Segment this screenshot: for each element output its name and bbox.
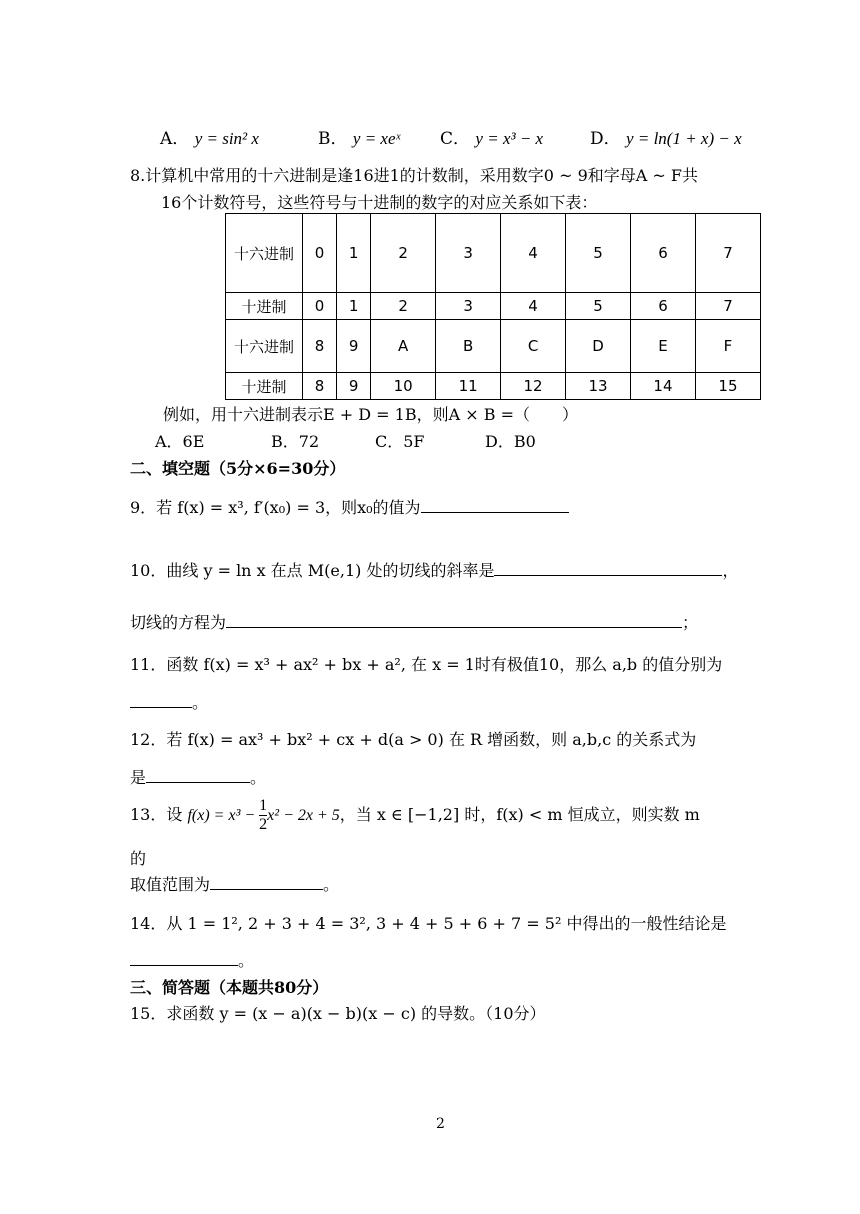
q8-option-a: A．6E — [155, 432, 205, 451]
q7-options — [160, 124, 742, 149]
table-cell: 0 — [303, 293, 337, 320]
q13-fraction: $\frac{1}{2}$ — [259, 797, 268, 833]
q14-line2 — [130, 948, 254, 971]
q13-answer-blank — [210, 875, 323, 890]
q8-option-c: C．5F — [375, 432, 425, 451]
q12-answer-blank — [146, 768, 250, 783]
row-header: 十六进制 — [226, 214, 303, 293]
q8-options — [155, 429, 536, 452]
table-cell: 9 — [337, 373, 371, 400]
page-number: 2 — [436, 1116, 445, 1132]
q14-answer-blank — [130, 951, 238, 966]
table-row — [226, 373, 761, 400]
q13-line1 — [130, 795, 700, 836]
table-cell: C — [501, 320, 566, 373]
q10-slope-blank — [494, 561, 722, 576]
q13-line2: 的 — [130, 849, 147, 868]
q13-line3-text: 取值范围为 — [130, 875, 211, 894]
table-cell: 8 — [303, 373, 337, 400]
table-cell: 11 — [436, 373, 501, 400]
q8-line2: 16个计数符号，这些符号与十进制的数字的对应关系如下表： — [161, 193, 598, 212]
q9 — [130, 495, 569, 518]
table-cell: 1 — [337, 214, 371, 293]
table-cell: 0 — [303, 214, 337, 293]
table-cell: 4 — [501, 214, 566, 293]
q11-line2 — [130, 690, 208, 713]
q10-line1-end: ， — [722, 561, 739, 580]
table-cell: 5 — [566, 214, 631, 293]
q12-line2 — [130, 765, 266, 788]
table-cell: 7 — [695, 214, 760, 293]
table-cell: 9 — [337, 320, 371, 373]
q12-line1: 12．若 f(x) = ax³ + bx² + cx + d(a > 0) 在 R 增函数，则 a,b,c 的关系式为 — [130, 730, 697, 749]
q13-condition: ，当 x ∈ [−1,2] 时，f(x) < m 恒成立，则实数 m — [339, 805, 700, 824]
table-cell: 14 — [631, 373, 696, 400]
q7-option-b: B． y = xeˣ — [318, 129, 401, 149]
table-cell: 8 — [303, 320, 337, 373]
q12-line2-start: 是 — [130, 768, 147, 787]
q10-text: 10．曲线 y = ln x 在点 M(e,1) 处的切线的斜率是 — [130, 561, 495, 580]
q8-option-b: B．72 — [271, 432, 320, 451]
table-cell: 3 — [436, 214, 501, 293]
q14-line1: 14．从 1 = 1², 2 + 3 + 4 = 3², 3 + 4 + 5 + 6 + 7 = 5² 中得出的一般性结论是 — [130, 914, 727, 933]
q9-text: 9．若 f(x) = x³, f′(x₀) = 3，则x₀的值为 — [130, 498, 421, 517]
q14-line2-end: 。 — [238, 951, 255, 970]
table-cell: 1 — [337, 293, 371, 320]
table-row — [226, 320, 761, 373]
section2-title: 二、填空题（5分×6=30分） — [130, 459, 346, 478]
table-cell: 10 — [371, 373, 436, 400]
q9-answer-blank — [421, 498, 569, 513]
table-cell: 13 — [566, 373, 631, 400]
table-cell: 3 — [436, 293, 501, 320]
q11-line2-end: 。 — [192, 693, 209, 712]
q8-line1: 8.计算机中常用的十六进制是逢16进1的计数制，采用数字0 ~ 9和字母A ~ F共 — [130, 166, 698, 185]
table-cell: 15 — [695, 373, 760, 400]
q10-line2-end: ； — [682, 613, 699, 632]
q12-line2-end: 。 — [250, 768, 267, 787]
table-cell: B — [436, 320, 501, 373]
table-cell: 5 — [566, 293, 631, 320]
table-cell: 2 — [371, 214, 436, 293]
table-cell: 4 — [501, 293, 566, 320]
q8-option-d: D．B0 — [485, 432, 536, 451]
q13-label: 13．设 — [130, 805, 183, 824]
row-header: 十进制 — [226, 373, 303, 400]
q13-line3-end: 。 — [323, 875, 340, 894]
q7-option-c: C． y = x³ − x — [440, 129, 544, 149]
row-header: 十进制 — [226, 293, 303, 320]
hex-decimal-table — [225, 213, 761, 400]
q11-line1: 11．函数 f(x) = x³ + ax² + bx + a², 在 x = 1时有极值10，那么 a,b 的值分别为 — [130, 655, 723, 674]
row-header: 十六进制 — [226, 320, 303, 373]
q7-option-a: A． y = sin² x — [160, 129, 259, 149]
q10-line1 — [130, 558, 738, 581]
q13-function-rest: x² − 2x + 5 — [267, 807, 340, 824]
q8-example: 例如，用十六进制表示E + D = 1B，则A × B =（ ） — [163, 405, 578, 424]
table-cell: E — [631, 320, 696, 373]
table-cell: 2 — [371, 293, 436, 320]
table-row — [226, 214, 761, 293]
table-cell: D — [566, 320, 631, 373]
table-cell: 6 — [631, 293, 696, 320]
table-cell: 6 — [631, 214, 696, 293]
q10-line2 — [130, 610, 698, 633]
q13-line3 — [130, 872, 339, 895]
table-cell: 12 — [501, 373, 566, 400]
table-cell: A — [371, 320, 436, 373]
q11-answer-blank — [130, 693, 192, 708]
q7-option-d: D． y = ln(1 + x) − x — [590, 129, 742, 149]
table-cell: 7 — [695, 293, 760, 320]
q15: 15．求函数 y = (x − a)(x − b)(x − c) 的导数。（10分） — [130, 1004, 546, 1023]
q13-function: f(x) = x³ − — [187, 807, 260, 824]
q10-tangent-blank — [226, 613, 682, 628]
table-row — [226, 293, 761, 320]
q10-line2-text: 切线的方程为 — [130, 613, 227, 632]
section3-title: 三、简答题（本题共80分） — [130, 978, 329, 997]
table-cell: F — [695, 320, 760, 373]
